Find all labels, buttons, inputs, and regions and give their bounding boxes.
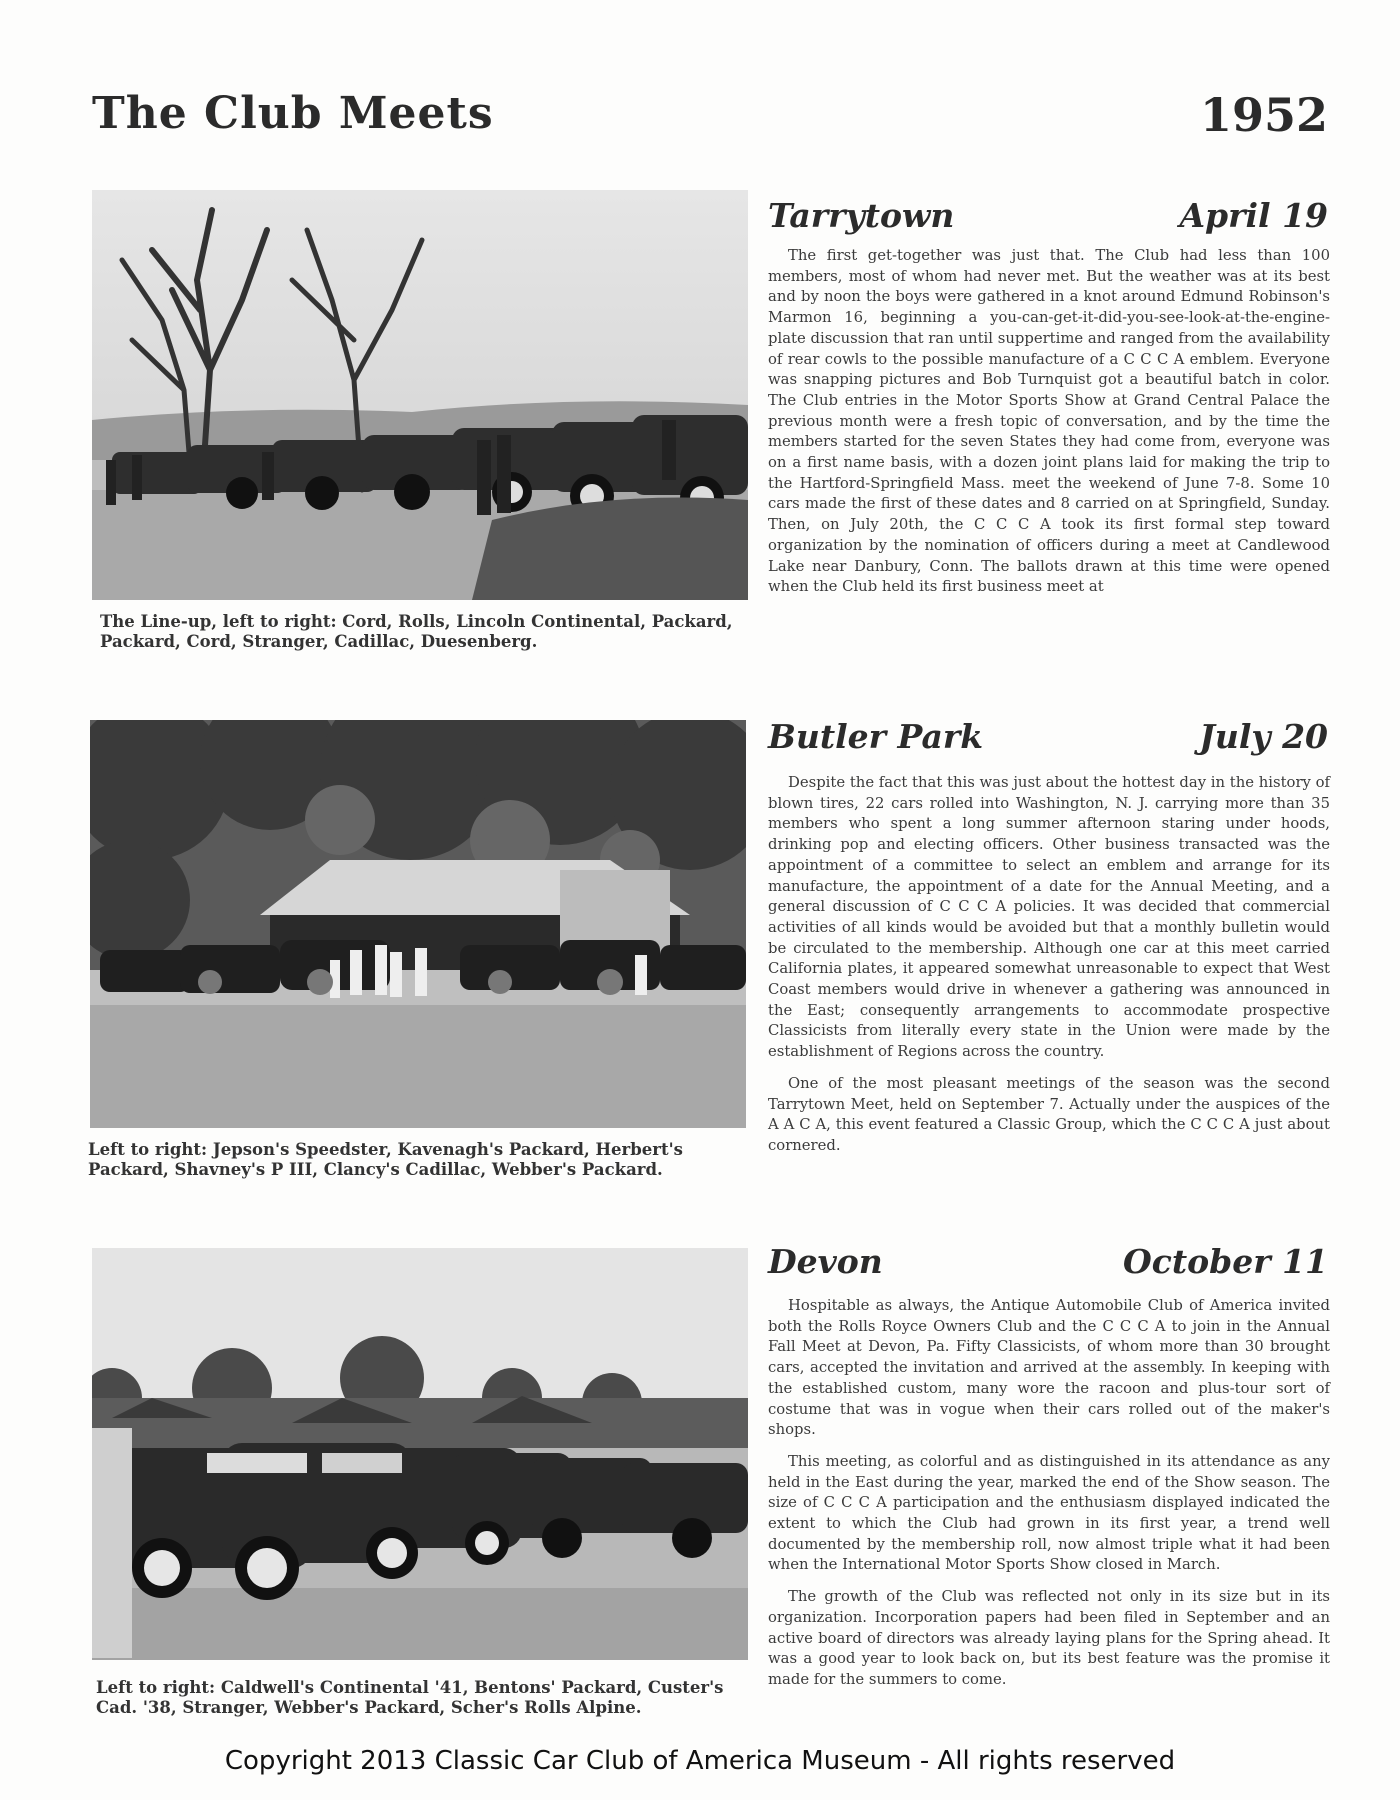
butler-park-date: July 20 (1199, 717, 1328, 756)
butler-park-body (768, 773, 1330, 1168)
butler-park-photo (90, 720, 746, 1128)
devon-photo (92, 1248, 748, 1660)
paragraph: One of the most pleasant meetings of the season was the second Tarrytown Meet, held on September 7. Actually under the auspices of the A A C A, this event featured a Classic Group, which the C C C A just about cornered. (768, 1074, 1330, 1154)
devon-heading (768, 1242, 1328, 1286)
tarrytown-date: April 19 (1179, 196, 1328, 235)
devon-caption: Left to right: Caldwell's Continental '41, Bentons' Packard, Custer's Cad. '38, Stranger, Webber's Packard, Scher's Rolls Alpine. (96, 1678, 724, 1717)
page-title: The Club Meets (92, 88, 494, 139)
devon-body (768, 1296, 1330, 1702)
paragraph: The first get-together was just that. The Club had less than 100 members, most of whom had never met. But the weather was at its best and by noon the boys were gathered in a knot around Edmund Robinson's Marmon 16, beginning a you-can-get-it-did-you-see-look-at-the-engine-plate discussion that ran until suppertime and ranged from the availability of rear cowls to the possible manufacture of a C C C A emblem. Everyone was snapping pictures and Bob Turnquist got a beautiful batch in color. The Club entries in the Motor Sports Show at Grand Central Palace the previous month were a fresh topic of conversation, and by the time the members started for the seven States they had come from, everyone was on a first name basis, with a dozen joint plans laid for making the trip to the Hartford-Springfield Mass. meet the weekend of June 7-8. Some 10 cars made the first of these dates and 8 carried on at Springfield, Sunday. Then, on July 20th, the C C C A took its first formal step toward organization by the nomination of officers during a meet at Candlewood Lake near Danbury, Conn. The ballots drawn at this time were opened when the Club held its first business meet at (768, 247, 1330, 596)
tarrytown-photo (92, 190, 748, 600)
tarrytown-body (768, 246, 1330, 609)
devon-place: Devon (768, 1242, 883, 1281)
copyright-footer: Copyright 2013 Classic Car Club of America Museum - All rights reserved (224, 1746, 1176, 1776)
paragraph: Hospitable as always, the Antique Automobile Club of America invited both the Rolls Royce Owners Club and the C C C A to join in the Annual Fall Meet at Devon, Pa. Fifty Classicists, of whom more than 30 brought cars, accepted the invitation and arrived at the assembly. In keeping with the established custom, many wore the racoon and plus-tour sort of costume that was in vogue when their cars rolled out of the maker's shops. (768, 1297, 1330, 1439)
tarrytown-place: Tarrytown (768, 196, 955, 235)
paragraph: Despite the fact that this was just about the hottest day in the history of blown tires, 22 cars rolled into Washington, N. J. carrying more than 35 members who spent a long summer afternoon staring under hoods, drinking pop and electing officers. Other business transacted was the appointment of a committee to select an emblem and arrange for its manufacture, the appointment of a date for the Annual Meeting, and a general discussion of C C C A policies. It was decided that commercial activities of all kinds would be avoided but that a monthly bulletin would be circulated to the membership. Although one car at this meet carried California plates, it appeared somewhat unreasonable to expect that West Coast members would drive in whenever a gathering was announced in the East; consequently arrangements to accommodate prospective Classicists from literally every state in the Union were made by the establishment of Regions across the country. (768, 774, 1330, 1061)
devon-date: October 11 (1123, 1242, 1328, 1281)
butler-park-place: Butler Park (768, 717, 984, 756)
paragraph: This meeting, as colorful and as distinguished in its attendance as any held in the East during the year, marked the end of the Show season. The size of C C C A participation and the enthusiasm displayed indicated the extent to which the Club had grown in its first year, a trend well documented by the membership roll, now almost triple what it had been when the International Motor Sports Show closed in March. (768, 1452, 1330, 1574)
paragraph: The growth of the Club was reflected not only in its size but in its organization. Incorporation papers had been filed in September and an active board of directors was already laying plans for the Spring ahead. It was a good year to look back on, but its best feature was the promise it made for the summers to come. (768, 1588, 1330, 1688)
butler-park-caption: Left to right: Jepson's Speedster, Kavenagh's Packard, Herbert's Packard, Shavney's P III, Clancy's Cadillac, Webber's Packard. (88, 1140, 683, 1179)
tarrytown-caption: The Line-up, left to right: Cord, Rolls, Lincoln Continental, Packard, Packard, Cord, Stranger, Cadillac, Duesenberg. (100, 612, 733, 651)
tarrytown-heading (768, 196, 1328, 240)
page-year: 1952 (1199, 88, 1328, 142)
butler-park-heading (768, 717, 1328, 761)
